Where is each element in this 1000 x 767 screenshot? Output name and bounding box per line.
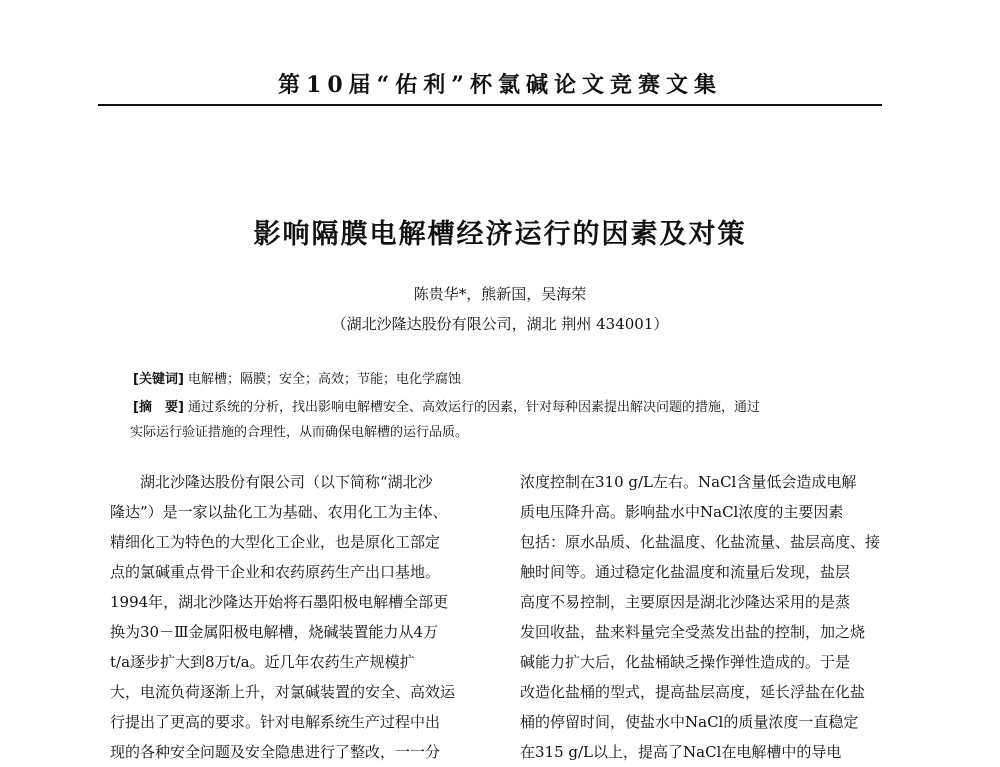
body-line: 精细化工为特色的大型化工企业，也是原化工部定 — [110, 533, 441, 551]
abstract-section — [130, 395, 873, 445]
body-line: 湖北沙隆达股份有限公司（以下简称“湖北沙 — [110, 473, 433, 491]
body-line: 大，电流负荷逐渐上升，对氯碱装置的安全、高效运 — [110, 683, 456, 701]
body-line: 隆达”）是一家以盐化工为基础、农用化工为主体、 — [110, 503, 448, 521]
body-line: 点的氯碱重点骨干企业和农药原药生产出口基地。 — [110, 563, 441, 581]
body-line: 包括：原水品质、化盐温度、化盐流量、盐层高度、接 — [520, 533, 881, 551]
body-column-right — [520, 467, 898, 767]
body-line: 高度不易控制，主要原因是湖北沙隆达采用的是蒸 — [520, 593, 851, 611]
body-line: 浓度控制在310 g/L左右。NaCl含量低会造成电解 — [520, 473, 857, 491]
abstract-text-2: 实际运行验证措施的合理性，从而确保电解槽的运行品质。 — [130, 425, 469, 440]
body-line: 换为30－Ⅲ金属阳极电解槽，烧碱装置能力从4万 — [110, 623, 439, 641]
abstract-label: [摘 要] — [133, 400, 184, 415]
body-line: 改造化盐桶的型式，提高盐层高度，延长浮盐在化盐 — [520, 683, 866, 701]
authors: 陈贵华*，熊新国，吴海荣 — [413, 285, 587, 303]
keywords-section — [133, 368, 893, 387]
body-line: 在315 g/L以上，提高了NaCl在电解槽中的导电 — [520, 743, 842, 761]
body-line: 1994年，湖北沙隆达开始将石墨阳极电解槽全部更 — [110, 593, 449, 611]
body-column-left — [110, 467, 488, 767]
body-line: 行提出了更高的要求。针对电解系统生产过程中出 — [110, 713, 441, 731]
running-header: 第10届“佑利”杯氯碱论文竞赛文集 — [278, 72, 722, 98]
body-line: 桶的停留时间，使盐水中NaCl的质量浓度一直稳定 — [520, 713, 859, 731]
body-line: 发回收盐，盐来料量完全受蒸发出盐的控制，加之烧 — [520, 623, 866, 641]
body-line: 质电压降升高。影响盐水中NaCl浓度的主要因素 — [520, 503, 844, 521]
body-line: t/a逐步扩大到8万t/a。近几年农药生产规模扩 — [110, 653, 415, 671]
keywords-label: [关键词] — [133, 372, 184, 387]
keywords-text: 电解槽；隔膜；安全；高效；节能；电化学腐蚀 — [188, 372, 462, 387]
body-line: 触时间等。通过稳定化盐温度和流量后发现，盐层 — [520, 563, 851, 581]
body-line: 现的各种安全问题及安全隐患进行了整改，一一分 — [110, 743, 441, 761]
abstract-text-1: 通过系统的分析，找出影响电解槽安全、高效运行的因素，针对每种因素提出解决问题的措施，通过 — [188, 400, 761, 415]
body-line: 碱能力扩大后，化盐桶缺乏操作弹性造成的。于是 — [520, 653, 851, 671]
abstract-line-1 — [106, 395, 873, 420]
paper-title: 影响隔膜电解槽经济运行的因素及对策 — [253, 219, 747, 250]
header-rule — [98, 104, 882, 106]
affiliation: （湖北沙隆达股份有限公司，湖北 荆州 434001） — [331, 315, 669, 333]
